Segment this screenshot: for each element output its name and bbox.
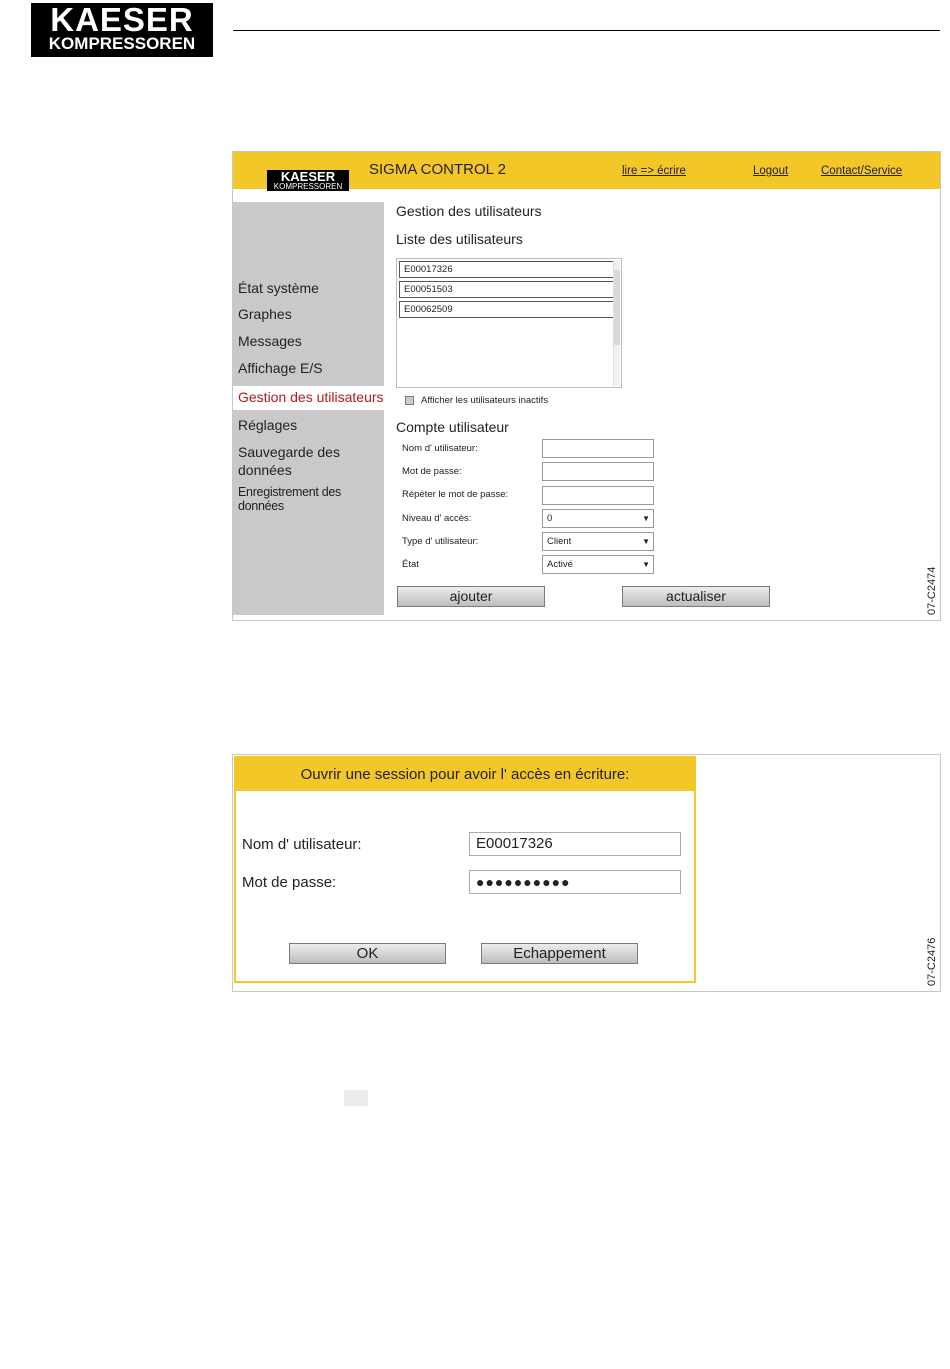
- repeat-password-field[interactable]: [542, 486, 654, 505]
- figure-user-management: [232, 151, 941, 621]
- app-topbar: [233, 152, 940, 189]
- username-field[interactable]: [542, 439, 654, 458]
- sidebar-item-user-management[interactable]: Gestion des utilisateurs: [238, 389, 384, 405]
- sidebar-item-system-state[interactable]: État système: [238, 280, 319, 296]
- update-user-button[interactable]: actualiser: [622, 586, 770, 607]
- header-rule: [233, 30, 940, 31]
- figure-code: 07-C2474: [926, 566, 938, 615]
- contact-service-link[interactable]: Contact/Service: [821, 165, 903, 177]
- kaeser-logo: [31, 3, 213, 57]
- add-user-button[interactable]: ajouter: [397, 586, 545, 607]
- sidebar-item-messages[interactable]: Messages: [238, 333, 302, 349]
- app-title: SIGMA CONTROL 2: [369, 161, 506, 178]
- password-field[interactable]: [542, 462, 654, 481]
- chevron-down-icon: ▼: [642, 537, 650, 546]
- sidebar-item-graphs[interactable]: Graphes: [238, 306, 292, 322]
- user-list[interactable]: [396, 258, 622, 388]
- login-dialog: [234, 756, 696, 983]
- user-list-item[interactable]: E00017326: [399, 261, 614, 278]
- sidebar-nav: [233, 202, 384, 615]
- repeat-password-label: Répéter le mot de passe:: [402, 489, 509, 500]
- access-level-label: Niveau d' accès:: [402, 513, 472, 524]
- ok-button[interactable]: OK: [289, 943, 446, 964]
- state-select[interactable]: [542, 555, 654, 574]
- chevron-down-icon: ▼: [642, 514, 650, 523]
- dialog-title: Ouvrir une session pour avoir l' accès en écriture:: [300, 766, 630, 783]
- escape-button[interactable]: Echappement: [481, 943, 638, 964]
- user-list-item[interactable]: E00062509: [399, 301, 614, 318]
- dialog-header: [236, 758, 694, 791]
- app-logo-line2: KOMPRESSOREN: [273, 182, 343, 191]
- user-list-title: Liste des utilisateurs: [396, 231, 523, 247]
- chevron-down-icon: ▼: [642, 560, 650, 569]
- state-value: Activé: [547, 559, 573, 570]
- sidebar-item-settings[interactable]: Réglages: [238, 417, 298, 433]
- figure-login-dialog: [232, 754, 941, 992]
- show-inactive-label: Afficher les utilisateurs inactifs: [421, 395, 549, 406]
- show-inactive-checkbox[interactable]: [405, 396, 414, 405]
- login-password-field[interactable]: ●●●●●●●●●●: [469, 870, 681, 894]
- access-mode-link[interactable]: lire => écrire: [622, 165, 686, 177]
- figure-code: 07-C2476: [926, 937, 938, 986]
- sidebar-item-data-backup-line2[interactable]: données: [238, 462, 292, 478]
- logout-link[interactable]: Logout: [753, 165, 789, 177]
- login-username-label: Nom d' utilisateur:: [242, 836, 362, 853]
- user-type-value: Client: [547, 536, 572, 547]
- user-type-select[interactable]: [542, 532, 654, 551]
- user-list-scrollbar[interactable]: [613, 260, 620, 386]
- login-username-field[interactable]: E00017326: [469, 832, 681, 856]
- state-label: État: [402, 559, 419, 570]
- placeholder-box: [344, 1090, 368, 1106]
- account-title: Compte utilisateur: [396, 419, 509, 435]
- access-level-select[interactable]: [542, 509, 654, 528]
- sidebar-item-data-recording[interactable]: Enregistrement des données: [238, 485, 341, 513]
- sidebar-item-io-display[interactable]: Affichage E/S: [238, 360, 323, 376]
- username-label: Nom d' utilisateur:: [402, 443, 478, 454]
- logo-line1: KAESER: [50, 1, 194, 38]
- login-password-label: Mot de passe:: [242, 874, 337, 891]
- password-label: Mot de passe:: [402, 466, 462, 477]
- sidebar-item-data-backup[interactable]: Sauvegarde des: [238, 444, 340, 460]
- scrollbar-thumb[interactable]: [614, 270, 620, 345]
- access-level-value: 0: [547, 513, 553, 524]
- app-logo-line1: KAESER: [280, 169, 336, 184]
- user-list-item[interactable]: E00051503: [399, 281, 614, 298]
- user-type-label: Type d' utilisateur:: [402, 536, 479, 547]
- page-title: Gestion des utilisateurs: [396, 203, 542, 219]
- logo-line2: KOMPRESSOREN: [48, 34, 196, 53]
- app-logo: [267, 170, 349, 191]
